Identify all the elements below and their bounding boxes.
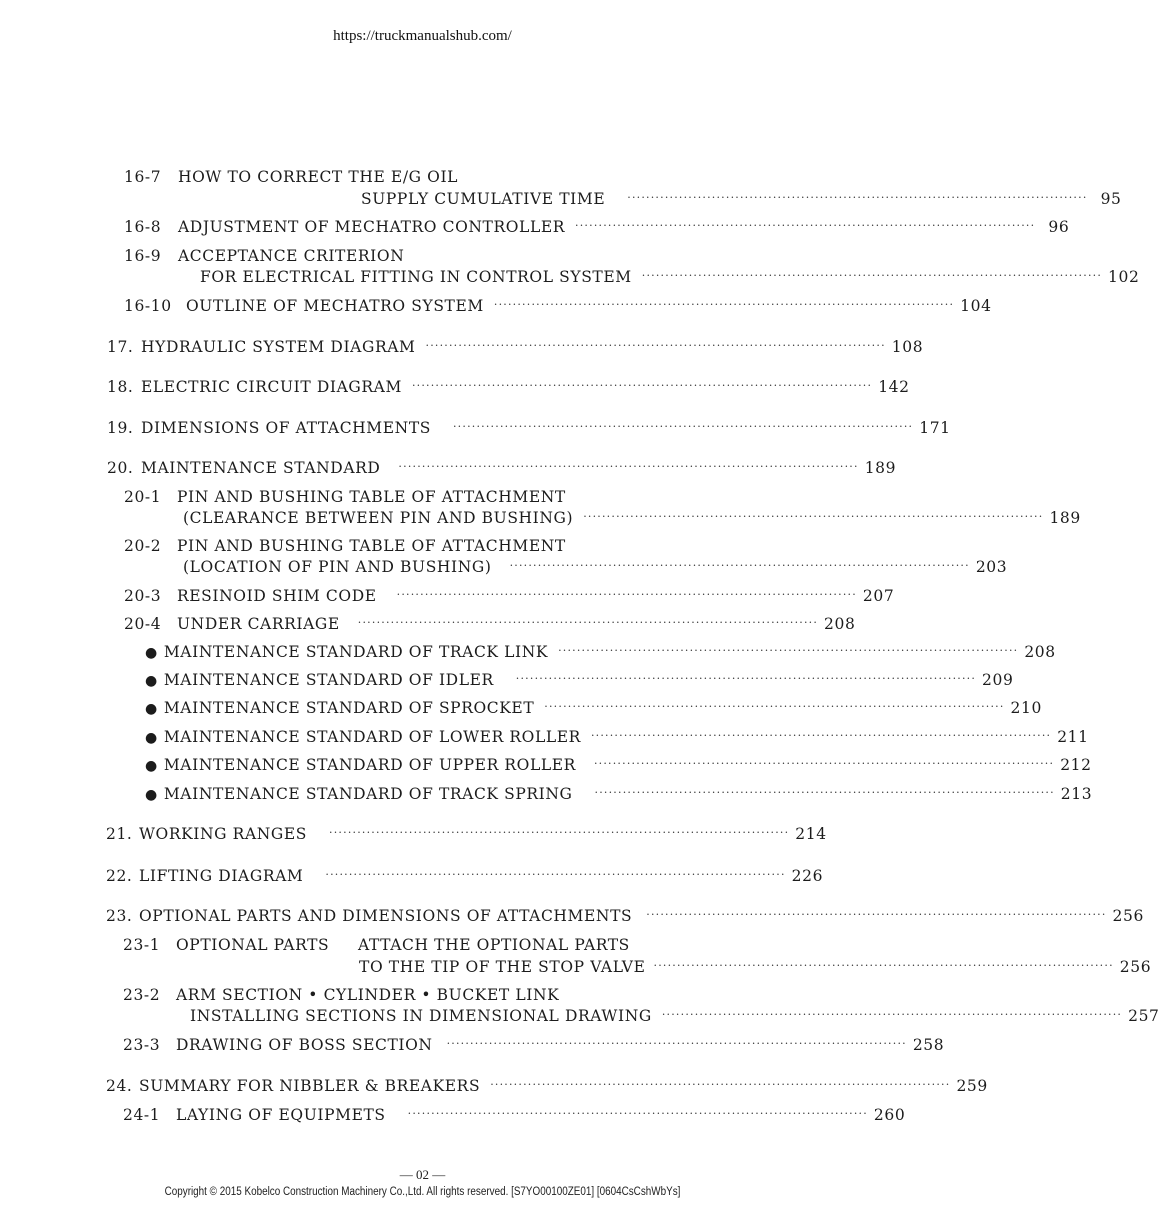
bullet-icon: ● bbox=[145, 673, 158, 689]
toc-page-number: 214 bbox=[795, 825, 827, 843]
toc-number: 20-3 bbox=[124, 587, 162, 605]
toc-page-number: 207 bbox=[862, 587, 895, 605]
toc-title: INSTALLING SECTIONS IN DIMENSIONAL DRAWING bbox=[190, 1007, 652, 1025]
toc-title: DRAWING OF BOSS SECTION bbox=[176, 1036, 433, 1054]
toc-page-number: 211 bbox=[1057, 728, 1089, 746]
toc-page-number: 209 bbox=[982, 671, 1014, 689]
toc-number: 19. bbox=[107, 419, 134, 437]
leader-dots: ·································································································· bbox=[490, 1078, 951, 1091]
leader-dots: ·································································································· bbox=[558, 644, 1019, 657]
toc-title: OPTIONAL PARTS AND DIMENSIONS OF ATTACHMENTS bbox=[139, 907, 633, 925]
leader-dots: ·································································································· bbox=[594, 786, 1055, 799]
bullet-icon: ● bbox=[145, 701, 158, 717]
toc-number: 24. bbox=[106, 1077, 133, 1095]
toc-page-number: 104 bbox=[960, 297, 992, 315]
toc-number: 21. bbox=[106, 825, 133, 843]
toc-title: PIN AND BUSHING TABLE OF ATTACHMENT bbox=[177, 537, 566, 555]
toc-number: 22. bbox=[106, 867, 133, 885]
toc-bullet-sprocket[interactable] bbox=[145, 698, 1042, 720]
toc-title: ELECTRIC CIRCUIT DIAGRAM bbox=[141, 378, 402, 396]
toc-page-number: 189 bbox=[864, 459, 897, 477]
copyright-notice: Copyright © 2015 Kobelco Construction Machinery Co.,Ltd. All rights reserved. [S7YO00100ZE01] [0604CsCshWbYs] bbox=[164, 1186, 681, 1198]
toc-number: 16-8 bbox=[124, 218, 162, 236]
leader-dots: ·································································································· bbox=[593, 757, 1055, 770]
toc-title: LIFTING DIAGRAM bbox=[139, 867, 304, 885]
toc-page-number: 208 bbox=[824, 615, 856, 633]
toc-entry-24-1[interactable] bbox=[123, 1105, 906, 1127]
toc-number: 20-2 bbox=[124, 537, 162, 555]
toc-entry-20[interactable] bbox=[107, 458, 897, 480]
leader-dots: ·································································································· bbox=[627, 191, 1088, 204]
toc-page-number: 256 bbox=[1112, 907, 1144, 925]
toc-title: HOW TO CORRECT THE E/G OIL bbox=[178, 168, 459, 186]
toc-number: 20. bbox=[107, 459, 134, 477]
bullet-icon: ● bbox=[145, 787, 158, 803]
toc-entry-20-4[interactable] bbox=[124, 614, 856, 636]
toc-entry-20-2-line1 bbox=[124, 536, 566, 556]
toc-page-number: 259 bbox=[956, 1077, 988, 1095]
leader-dots: ·································································································· bbox=[575, 219, 1036, 232]
source-url: https://truckmanualshub.com/ bbox=[333, 28, 512, 44]
leader-dots: ·································································································· bbox=[329, 826, 790, 839]
toc-number: 24-1 bbox=[123, 1106, 161, 1124]
toc-page-number: 257 bbox=[1128, 1007, 1160, 1025]
leader-dots: ·································································································· bbox=[590, 729, 1052, 742]
toc-entry-20-2-line2[interactable] bbox=[183, 557, 1008, 579]
toc-title: ARM SECTION • CYLINDER • BUCKET LINK bbox=[176, 986, 560, 1004]
toc-entry-16-9-line2[interactable] bbox=[200, 267, 1140, 289]
toc-entry-23-3[interactable] bbox=[123, 1035, 945, 1057]
bullet-icon: ● bbox=[145, 758, 158, 774]
toc-bullet-track-link[interactable] bbox=[145, 642, 1056, 664]
toc-entry-16-8[interactable] bbox=[124, 217, 1070, 239]
toc-page-number: 258 bbox=[912, 1036, 945, 1054]
toc-bullet-upper-roller[interactable] bbox=[145, 755, 1092, 777]
toc-number: 16-7 bbox=[124, 168, 162, 186]
toc-number: 16-10 bbox=[124, 297, 172, 315]
toc-title: OUTLINE OF MECHATRO SYSTEM bbox=[186, 297, 484, 315]
toc-page-number: 142 bbox=[878, 378, 910, 396]
toc-title: UNDER CARRIAGE bbox=[177, 615, 340, 633]
toc-entry-17[interactable] bbox=[107, 337, 924, 359]
toc-title: MAINTENANCE STANDARD OF LOWER ROLLER bbox=[163, 728, 581, 746]
toc-entry-16-7-line2[interactable] bbox=[361, 189, 1122, 211]
leader-dots: ·································································································· bbox=[411, 379, 873, 392]
toc-number: 20-4 bbox=[124, 615, 162, 633]
leader-dots: ·································································································· bbox=[661, 1008, 1123, 1021]
toc-page-number: 102 bbox=[1108, 268, 1140, 286]
toc-number: 23-2 bbox=[123, 986, 161, 1004]
toc-title: FOR ELECTRICAL FITTING IN CONTROL SYSTEM bbox=[200, 268, 632, 286]
leader-dots: ·································································································· bbox=[646, 908, 1107, 921]
leader-dots: ·································································································· bbox=[452, 420, 914, 433]
toc-title: LAYING OF EQUIPMETS bbox=[176, 1106, 386, 1124]
leader-dots: ·································································································· bbox=[357, 616, 819, 629]
toc-page-number: 210 bbox=[1010, 699, 1042, 717]
toc-number: 18. bbox=[107, 378, 134, 396]
toc-page-number: 213 bbox=[1060, 785, 1093, 803]
toc-title: RESINOID SHIM CODE bbox=[177, 587, 377, 605]
leader-dots: ·································································································· bbox=[509, 559, 970, 572]
toc-title: MAINTENANCE STANDARD OF UPPER ROLLER bbox=[163, 756, 576, 774]
toc-entry-20-3[interactable] bbox=[124, 586, 895, 608]
toc-title: MAINTENANCE STANDARD OF TRACK SPRING bbox=[163, 785, 573, 803]
toc-title: OPTIONAL PARTS bbox=[176, 936, 330, 954]
toc-page-number: 189 bbox=[1049, 509, 1081, 527]
toc-title: ACCEPTANCE CRITERION bbox=[178, 247, 405, 265]
leader-dots: ·································································································· bbox=[493, 298, 955, 311]
toc-number: 16-9 bbox=[124, 247, 162, 265]
toc-title: HYDRAULIC SYSTEM DIAGRAM bbox=[141, 338, 416, 356]
toc-entry-20-1-line1 bbox=[124, 487, 566, 507]
toc-page-number: 108 bbox=[891, 338, 924, 356]
toc-title: MAINTENANCE STANDARD OF SPROCKET bbox=[163, 699, 535, 717]
toc-entry-18[interactable] bbox=[107, 377, 910, 399]
toc-number: 23-1 bbox=[123, 936, 161, 954]
leader-dots: ·································································································· bbox=[396, 588, 857, 601]
toc-entry-16-9-line1 bbox=[124, 246, 404, 266]
toc-entry-23-1-line2[interactable] bbox=[359, 957, 1152, 979]
toc-title: SUMMARY FOR NIBBLER & BREAKERS bbox=[139, 1077, 481, 1095]
leader-dots: ·································································································· bbox=[583, 510, 1044, 523]
toc-title: ATTACH THE OPTIONAL PARTS bbox=[358, 936, 630, 954]
toc-bullet-idler[interactable] bbox=[145, 670, 1014, 692]
toc-number: 23-3 bbox=[123, 1036, 161, 1054]
toc-entry-23[interactable] bbox=[106, 906, 1144, 928]
toc-bullet-lower-roller[interactable] bbox=[145, 727, 1089, 749]
toc-title: PIN AND BUSHING TABLE OF ATTACHMENT bbox=[177, 488, 566, 506]
toc-bullet-track-spring[interactable] bbox=[145, 784, 1093, 806]
toc-entry-16-10[interactable] bbox=[124, 296, 992, 318]
toc-entry-21[interactable] bbox=[106, 824, 827, 846]
toc-title: (LOCATION OF PIN AND BUSHING) bbox=[183, 558, 492, 576]
leader-dots: ·································································································· bbox=[653, 959, 1114, 972]
toc-page-number: 96 bbox=[1048, 218, 1070, 236]
toc-title: SUPPLY CUMULATIVE TIME bbox=[361, 190, 606, 208]
toc-entry-23-2-line2[interactable] bbox=[190, 1006, 1160, 1028]
toc-number: 17. bbox=[107, 338, 134, 356]
toc-number: 20-1 bbox=[124, 488, 162, 506]
leader-dots: ·································································································· bbox=[407, 1107, 868, 1120]
toc-title: WORKING RANGES bbox=[139, 825, 308, 843]
toc-title: MAINTENANCE STANDARD OF TRACK LINK bbox=[163, 643, 549, 661]
toc-page-number: 208 bbox=[1024, 643, 1056, 661]
page-number: — 02 — bbox=[399, 1167, 446, 1182]
toc-page-number: 171 bbox=[919, 419, 951, 437]
toc-entry-23-1-line1 bbox=[123, 935, 630, 955]
leader-dots: ·································································································· bbox=[425, 339, 886, 352]
bullet-icon: ● bbox=[145, 730, 158, 746]
toc-entry-19[interactable] bbox=[107, 418, 951, 440]
leader-dots: ·································································································· bbox=[398, 460, 859, 473]
toc-number: 23. bbox=[106, 907, 133, 925]
toc-title: ADJUSTMENT OF MECHATRO CONTROLLER bbox=[178, 218, 566, 236]
toc-entry-20-1-line2[interactable] bbox=[183, 508, 1081, 530]
leader-dots: ·································································································· bbox=[325, 868, 786, 881]
leader-dots: ·································································································· bbox=[641, 269, 1103, 282]
bullet-icon: ● bbox=[145, 645, 158, 661]
toc-entry-22[interactable] bbox=[106, 866, 824, 888]
toc-title: (CLEARANCE BETWEEN PIN AND BUSHING) bbox=[183, 509, 574, 527]
toc-title: MAINTENANCE STANDARD OF IDLER bbox=[163, 671, 494, 689]
toc-page-number: 256 bbox=[1119, 958, 1152, 976]
toc-page-number: 95 bbox=[1100, 190, 1122, 208]
toc-entry-24[interactable] bbox=[106, 1076, 988, 1098]
toc-page-number: 260 bbox=[873, 1106, 906, 1124]
toc-page-number: 212 bbox=[1060, 756, 1092, 774]
toc-title: TO THE TIP OF THE STOP VALVE bbox=[359, 958, 646, 976]
toc-title: MAINTENANCE STANDARD bbox=[141, 459, 381, 477]
leader-dots: ·································································································· bbox=[544, 700, 1005, 713]
leader-dots: ·································································································· bbox=[446, 1037, 907, 1050]
toc-title: DIMENSIONS OF ATTACHMENTS bbox=[141, 419, 431, 437]
leader-dots: ·································································································· bbox=[515, 672, 977, 685]
toc-page-number: 203 bbox=[975, 558, 1008, 576]
toc-entry-16-7-line1 bbox=[124, 167, 458, 187]
toc-page-number: 226 bbox=[791, 867, 824, 885]
toc-entry-23-2-line1 bbox=[123, 985, 559, 1005]
